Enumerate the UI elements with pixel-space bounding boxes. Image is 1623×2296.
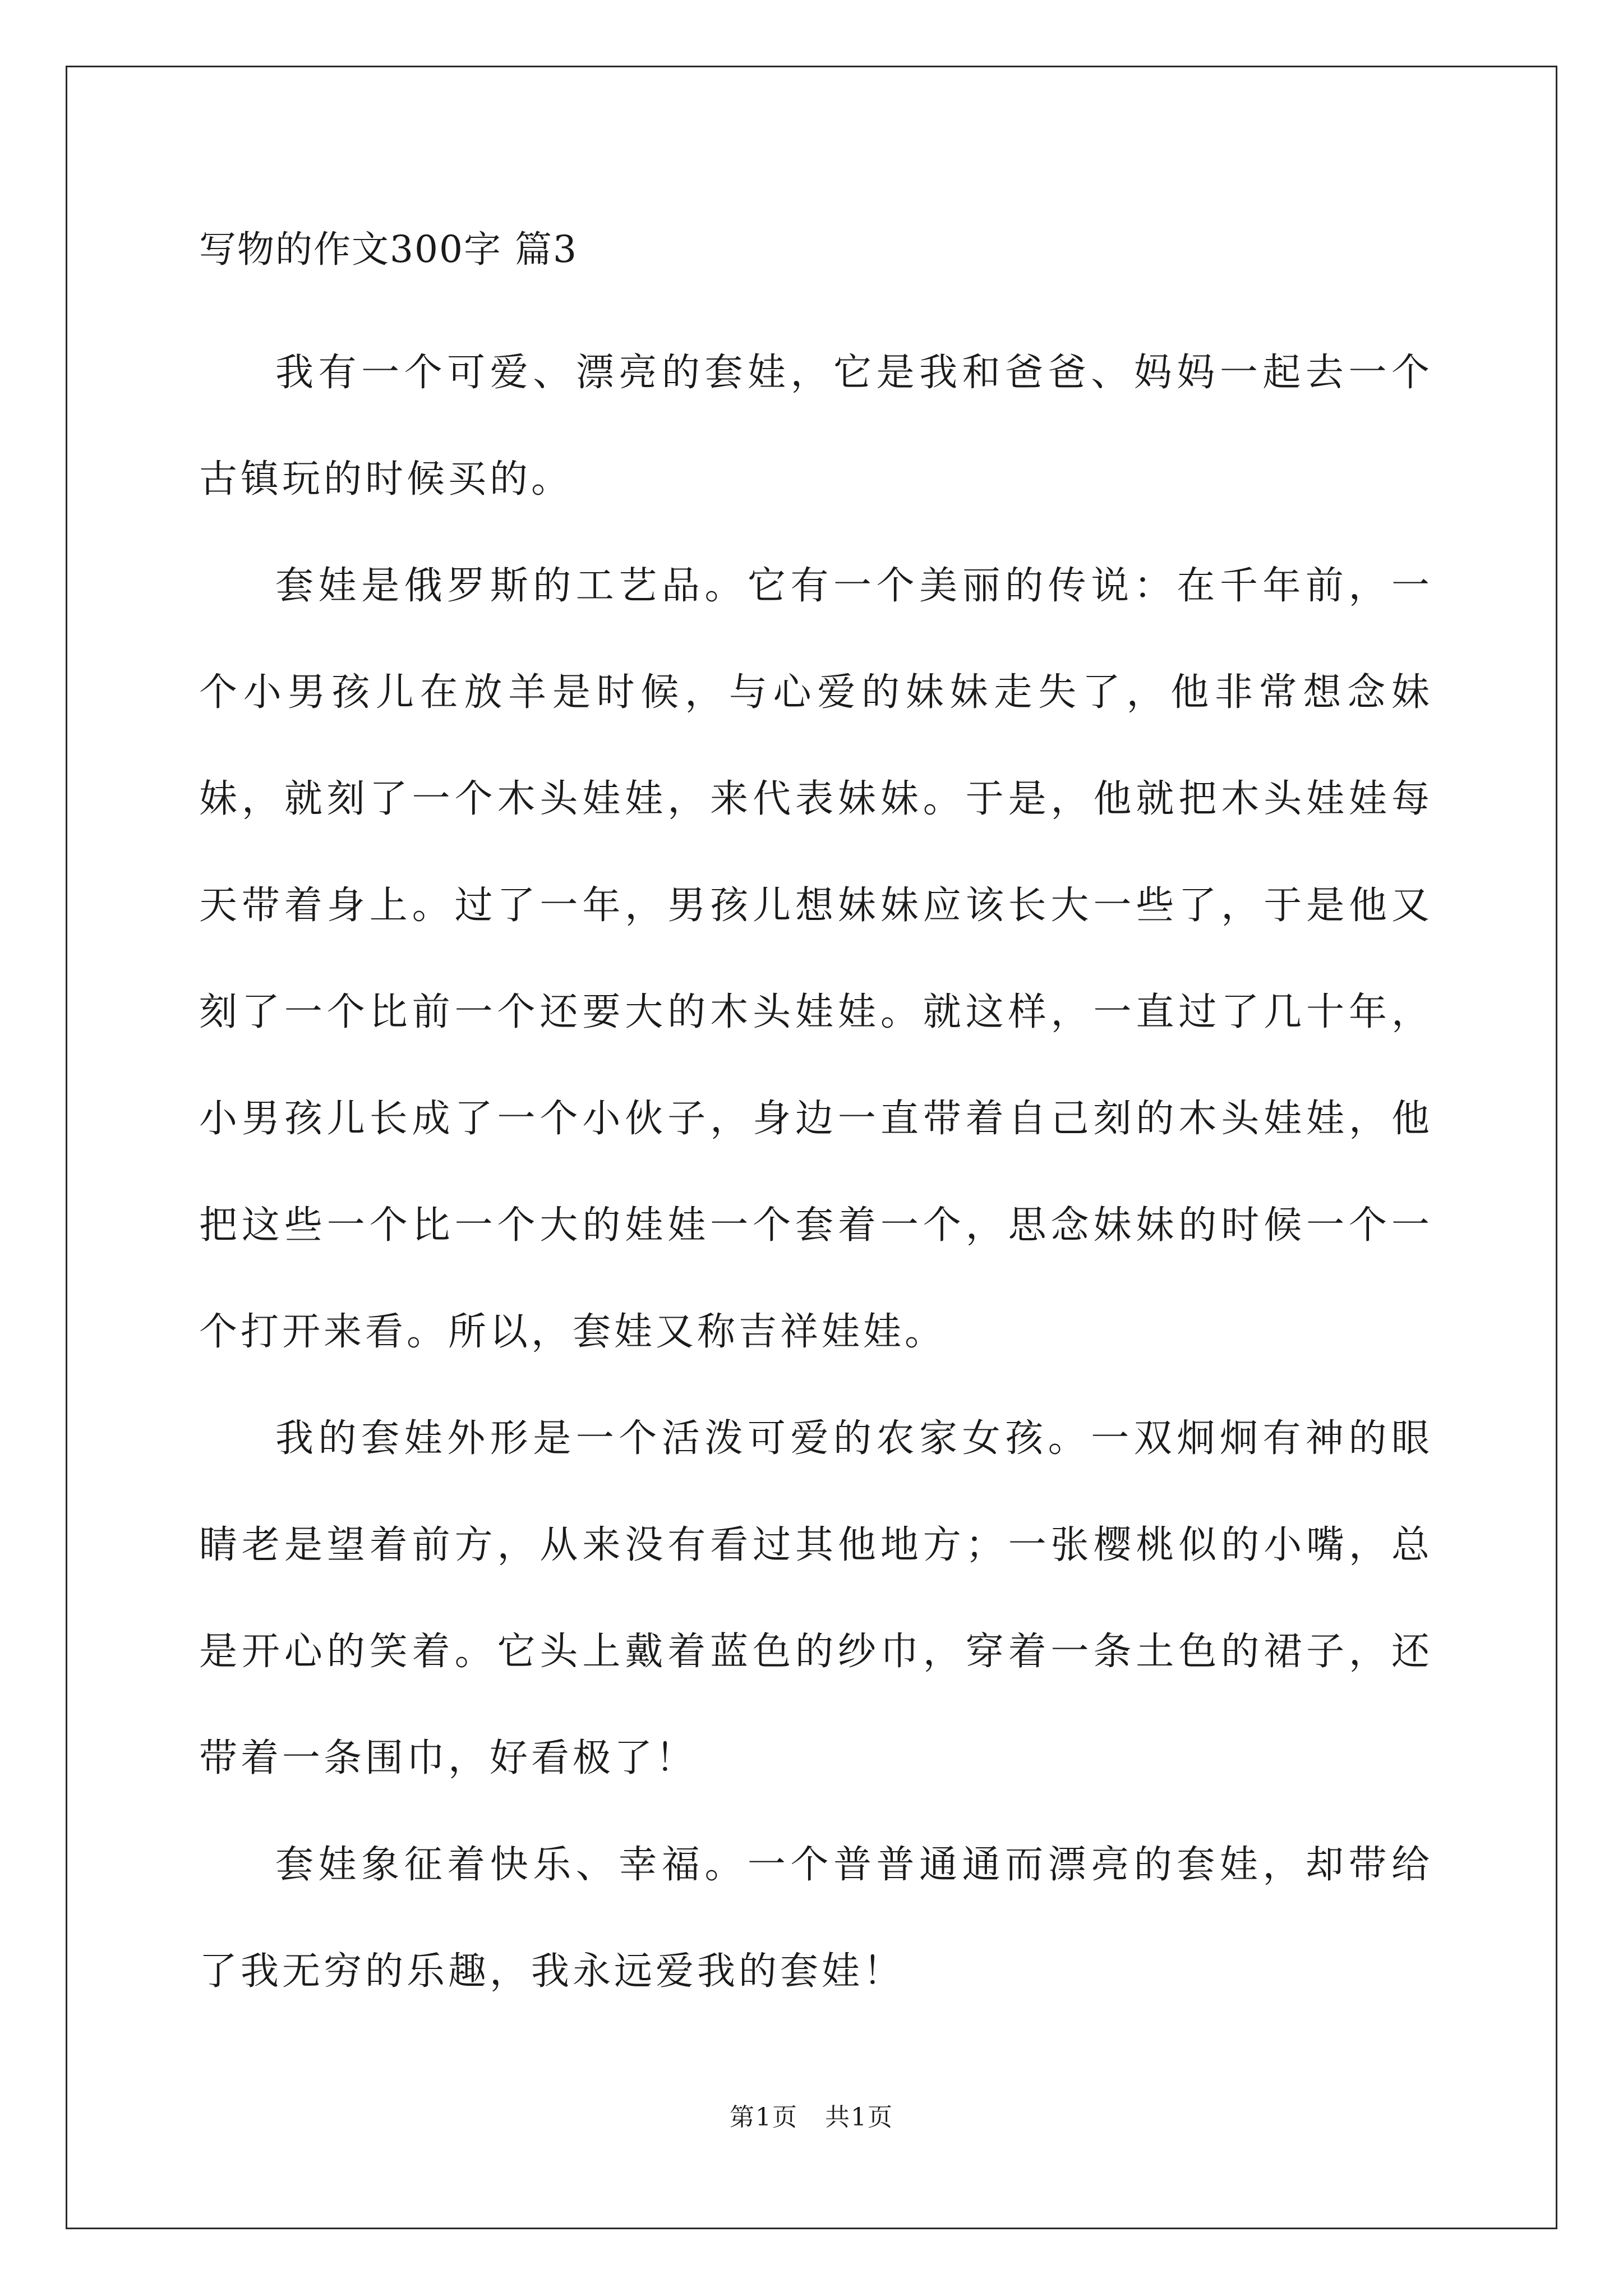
document-title: 写物的作文300字 篇3 (199, 228, 578, 271)
page-footer (0, 2101, 1623, 2134)
page-number-total: 共1页 (825, 2103, 893, 2132)
paragraph-2: 套娃是俄罗斯的工艺品。它有一个美丽的传说：在千年前，一个小男孩儿在放羊是时候，与心爱的妹妹走失了，他非常想念妹妹，就刻了一个木头娃娃，来代表妹妹。于是，他就把木头娃娃每天带着身上。过了一年，男孩儿想妹妹应该长大一些了，于是他又刻了一个比前一个还要大的木头娃娃。就这样，一直过了几十年，小男孩儿长成了一个小伙子，身边一直带着自己刻的木头娃娃，他把这些一个比一个大的娃娃一个套着一个，思念妹妹的时候一个一个打开来看。所以，套娃又称吉祥娃娃。 (199, 564, 1433, 1354)
paragraph-3: 我的套娃外形是一个活泼可爱的农家女孩。一双炯炯有神的眼睛老是望着前方，从来没有看过其他地方；一张樱桃似的小嘴，总是开心的笑着。它头上戴着蓝色的纱巾，穿着一条土色的裙子，还带着一条围巾，好看极了！ (199, 1416, 1433, 1780)
paragraph-1: 我有一个可爱、漂亮的套娃，它是我和爸爸、妈妈一起去一个古镇玩的时候买的。 (199, 351, 1433, 501)
document-body (199, 224, 1433, 2025)
page-number-current: 第1页 (730, 2103, 798, 2132)
paragraph-4: 套娃象征着快乐、幸福。一个普普通通而漂亮的套娃，却带给了我无穷的乐趣，我永远爱我的套娃！ (199, 1843, 1433, 1994)
